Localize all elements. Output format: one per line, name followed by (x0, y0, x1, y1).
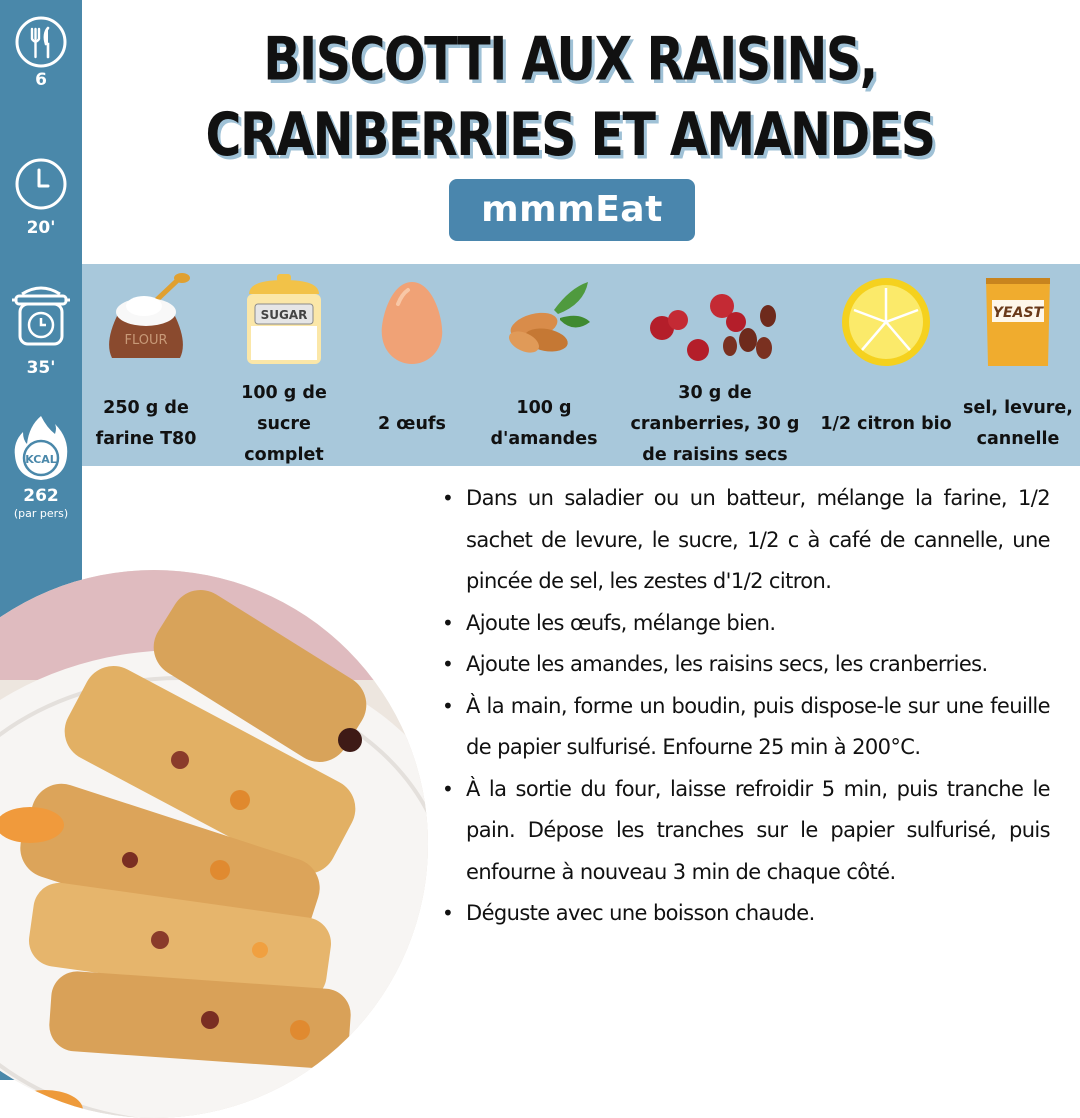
ingredient-almonds (474, 264, 614, 466)
ingredient-label: 100 g de sucre complet (241, 382, 327, 465)
biscotti-plate-illustration (0, 570, 428, 1118)
recipe-title: BISCOTTI AUX RAISINS, CRANBERRIES ET AMANDES (205, 24, 935, 170)
calories-value: 262 (23, 486, 59, 506)
prep-time-value: 20' (26, 218, 56, 238)
ingredient-label: 30 g de cranberries, 30 g de raisins secs (630, 382, 800, 465)
step-item: • Ajoute les œufs, mélange bien. (438, 603, 1050, 645)
yeast-pack-icon (978, 270, 1058, 370)
ingredient-sugar (218, 264, 350, 466)
step-item: • À la sortie du four, laisse refroidir 5 min, puis tranche le pain. Dépose les tranches sur le papier sulfurisé, puis enfourne à nouveau 3 min de chaque côté. (438, 769, 1050, 894)
flour-label: FLOUR (124, 333, 168, 348)
recipe-steps (438, 478, 1050, 935)
step-item: • Ajoute les amandes, les raisins secs, les cranberries. (438, 644, 1050, 686)
cooker-icon (10, 284, 72, 350)
step-item: • Déguste avec une boisson chaude. (438, 893, 1050, 935)
ingredients-band (82, 264, 1080, 466)
step-item: • Dans un saladier ou un batteur, mélange la farine, 1/2 sachet de levure, le sucre, 1/2 c à café de cannelle, une pincée de sel, les zestes d'1/2 citron. (438, 478, 1050, 603)
sugar-jar-icon (239, 270, 329, 370)
almonds-icon (494, 270, 594, 370)
servings-value: 6 (35, 70, 47, 90)
flame-icon (10, 412, 72, 484)
ingredient-flour (82, 264, 210, 466)
ingredient-label: 250 g de farine T80 (95, 398, 197, 449)
step-item: • À la main, forme un boudin, puis dispose-le sur une feuille de papier sulfurisé. Enfourne 25 min à 200°C. (438, 686, 1050, 769)
clock-icon (13, 156, 69, 212)
kcal-badge-text: KCAL (25, 453, 57, 466)
servings-stat (0, 14, 82, 90)
yeast-label: YEAST (992, 305, 1044, 321)
ingredient-dried-fruit (622, 264, 808, 466)
prep-time-stat (0, 156, 82, 238)
cook-time-stat (0, 284, 82, 378)
biscotti-photo (0, 570, 428, 1118)
ingredient-seasonings (956, 264, 1080, 466)
egg-icon (372, 270, 452, 370)
sugar-label: SUGAR (260, 308, 308, 322)
cutlery-icon (13, 14, 69, 70)
calories-unit: (par pers) (13, 507, 69, 520)
lemon-icon (836, 270, 936, 370)
ingredient-lemon (816, 264, 956, 466)
ingredient-label: 1/2 citron bio (820, 413, 952, 434)
brand-logo: mmmEat (449, 179, 695, 241)
cook-time-value: 35' (26, 358, 56, 378)
ingredient-eggs (358, 264, 466, 466)
calories-stat (0, 412, 82, 520)
ingredient-label: sel, levure, cannelle (963, 398, 1073, 449)
flour-sack-icon (96, 270, 196, 366)
dried-fruit-icon (640, 270, 790, 370)
ingredient-label: 2 œufs (378, 413, 446, 434)
ingredient-label: 100 g d'amandes (490, 398, 598, 449)
